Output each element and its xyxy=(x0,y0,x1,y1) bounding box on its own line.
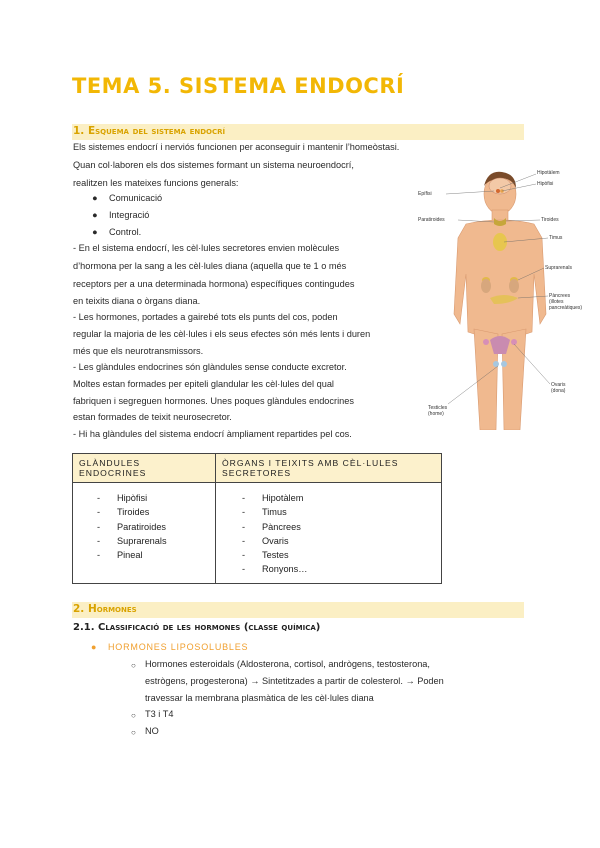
table-header: GLÀNDULES ENDOCRINES xyxy=(73,454,216,483)
page-title: TEMA 5. SISTEMA ENDOCRÍ xyxy=(72,74,405,98)
label-timus: Timus xyxy=(549,235,563,241)
intro-line-1: Els sistemes endocrí i nerviós funcionen per aconseguir i mantenir l’homeòstasi. xyxy=(73,142,400,152)
label-pancrees-note: (illotes xyxy=(549,299,564,305)
intro-line-2: Quan col·laboren els dos sistemes formant un sistema neuroendocrí, xyxy=(73,160,354,170)
list-item: - Hipòfisi xyxy=(97,493,148,503)
item-line: T3 i T4 xyxy=(145,709,174,719)
section-2-highlight xyxy=(72,602,524,618)
item-line: Hormones esteroidals (Aldosterona, cortisol, andrògens, testosterona, xyxy=(145,659,430,669)
bullet-dot: ● xyxy=(92,210,98,220)
item-line: travessar la membrana plasmàtica de les cèl·lules diana xyxy=(145,693,374,703)
list-item: - Ronyons… xyxy=(242,564,308,575)
paragraph-line: receptors per a una determinada hormona) específiques contingudes xyxy=(73,279,355,289)
function-item-2: Integració xyxy=(109,210,150,220)
bullet-dot: ● xyxy=(92,193,98,203)
label-pancrees-note: pancreàtiques) xyxy=(549,305,583,311)
label-ovaris: Ovaris xyxy=(551,382,566,388)
circle-bullet: ○ xyxy=(131,728,136,737)
list-item: - Paratiroides xyxy=(97,521,167,532)
label-testicles: Testicles xyxy=(428,405,448,411)
bullet-dot: ● xyxy=(92,227,98,237)
list-item: - Suprarenals xyxy=(97,535,167,546)
paragraph-line: Moltes estan formades per epiteli glandular les cèl·lules del qual xyxy=(73,379,334,389)
circle-bullet: ○ xyxy=(131,661,136,670)
paragraph-line: d’hormona per la sang a les cèl·lules diana (aquella que te 1 o més xyxy=(73,261,347,271)
paragraph-line: - Les hormones, portades a gairebé tots els punts del cos, poden xyxy=(73,312,338,322)
label-hipotalem: Hipotàlem xyxy=(537,170,560,176)
list-item: - Testes xyxy=(242,550,289,561)
paragraph-line: estan formades de teixit neurosecretor. xyxy=(73,412,232,422)
paragraph-line: - Les glàndules endocrines són glàndules sense conducte excretor. xyxy=(73,362,347,372)
list-item: - Pàncrees xyxy=(242,521,301,532)
subsection-heading: 2.1. Classificació de les hormones (classe química) xyxy=(73,622,321,633)
label-testicles-note: (home) xyxy=(428,411,444,417)
label-hipofisi: Hipòfisi xyxy=(537,181,554,187)
label-tiroides: Tiroides xyxy=(541,217,559,223)
list-item: - Timus xyxy=(242,507,287,518)
table-header: ÒRGANS I TEIXITS AMB CÈL·LULES SECRETORES xyxy=(216,454,442,483)
list-item: - Ovaris xyxy=(242,535,289,546)
paragraph-line: fabriquen i segreguen hormones. Unes poques glàndules endocrines xyxy=(73,396,354,406)
paragraph-line: - Hi ha glàndules del sistema endocrí àmpliament repartides pel cos. xyxy=(73,429,352,439)
paragraph-line: més que els neurotransmissors. xyxy=(73,346,204,356)
label-paratiroides: Paratiroides xyxy=(418,217,445,223)
list-item: - Pineal xyxy=(97,550,143,561)
section-2-heading: 2. Hormones xyxy=(73,603,137,615)
glands-table xyxy=(72,453,442,584)
section-1-heading: 1. Esquema del sistema endocrí xyxy=(73,125,226,137)
label-suprarenals: Suprarenals xyxy=(545,265,572,271)
list-item: - Tiroides xyxy=(97,507,150,518)
item-line: estrògens, progesterona) → Sintetitzades a partir de colesterol. → Poden xyxy=(145,676,444,686)
paragraph-line: regular la majoria de les cèl·lules i els seus efectes són més lents i duren xyxy=(73,329,371,339)
intro-line-3: realitzen les mateixes funcions generals: xyxy=(73,178,239,188)
category-label: HORMONES LIPOSOLUBLES xyxy=(108,642,249,652)
circle-bullet: ○ xyxy=(131,711,136,720)
item-line: NO xyxy=(145,726,159,736)
paragraph-line: en teixits diana o òrgans diana. xyxy=(73,296,201,306)
endocrine-system-illustration xyxy=(418,164,596,430)
label-epifisi: Epífisi xyxy=(418,191,432,197)
label-ovaris-note: (dona) xyxy=(551,388,566,394)
bullet-dot: ● xyxy=(91,642,97,652)
function-item-1: Comunicació xyxy=(109,193,163,203)
organs-cell xyxy=(216,483,442,584)
glands-cell xyxy=(73,483,216,584)
list-item: - Hipotàlem xyxy=(242,493,304,503)
function-item-3: Control. xyxy=(109,227,142,237)
label-pancrees: Pàncrees xyxy=(549,293,571,299)
paragraph-line: - En el sistema endocrí, les cèl·lules secretores envien molècules xyxy=(73,243,340,253)
